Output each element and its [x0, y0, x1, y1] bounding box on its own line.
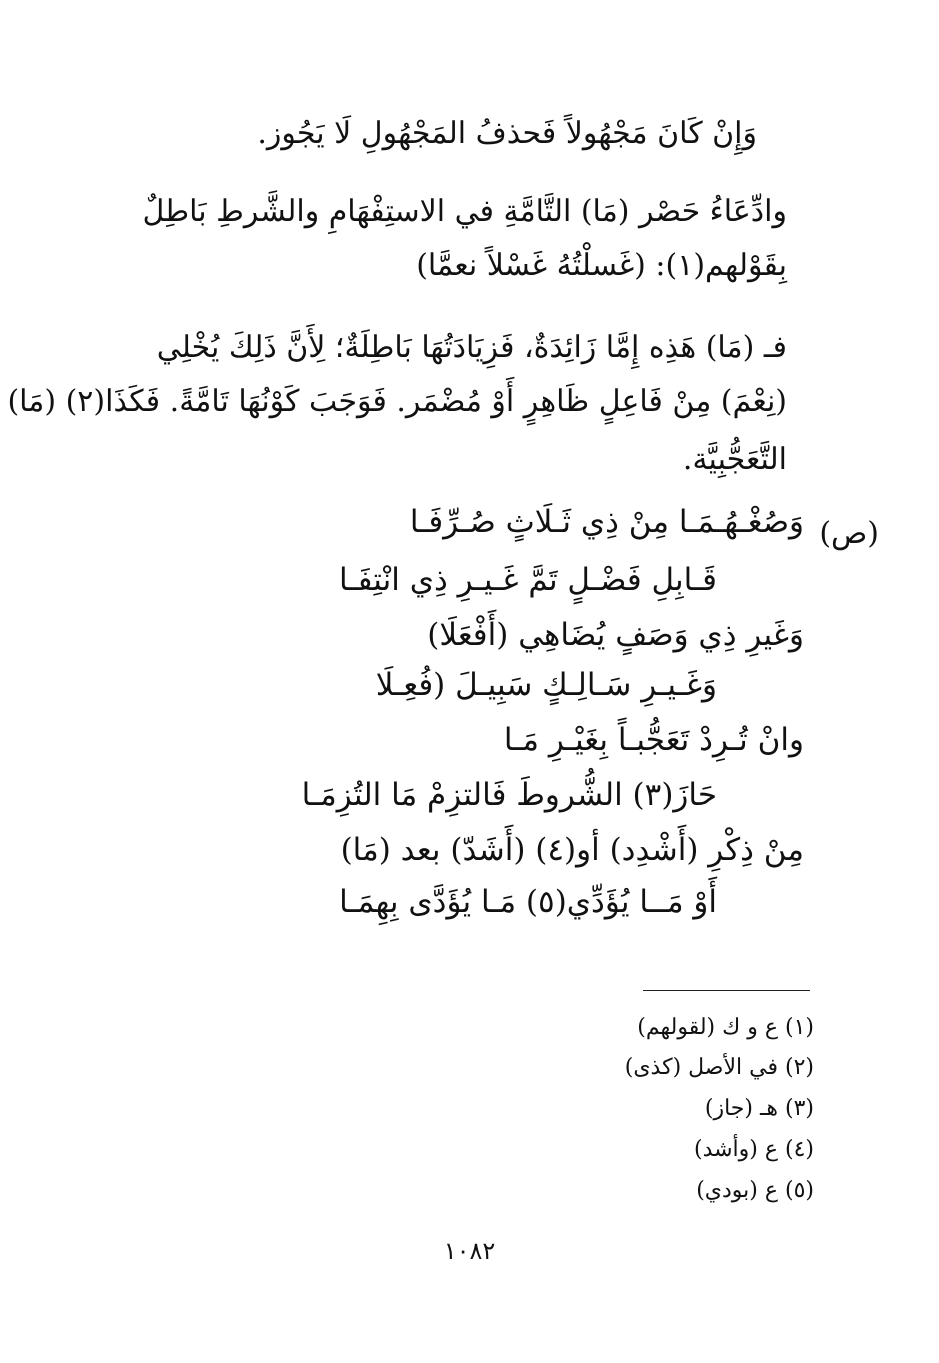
- text-line: وادِّعَاءُ حَصْر (مَا) التَّامَّةِ في الاستِفْهَامِ والشَّرطِ بَاطِلٌ: [142, 194, 787, 229]
- verse-line: وَغَيرِ ذِي وَصَفٍ يُضَاهِي (أَفْعَلَا): [427, 617, 804, 653]
- text-line: التَّعَجُّبِيَّة.: [682, 442, 787, 477]
- text-line: بِقَوْلهم(١): (غَسلْتُهُ غَسْلاً نعمَّا): [416, 248, 787, 283]
- text-line: (نِعْمَ) مِنْ فَاعِلٍ ظَاهِرٍ أَوْ مُضْمَر. فَوَجَبَ كَوْنُهَا تَامَّةً. فَكَذَا(٢) (مَا): [7, 384, 787, 419]
- text-line: وَإِنْ كَانَ مَجْهُولاً فَحذفُ المَجْهُولِ لَا يَجُوز.: [257, 116, 757, 151]
- verse-line: حَازَ(٣) الشُّروطَ فَالتزِمْ مَا التُزِمَـا: [301, 777, 717, 813]
- verse-line: أَوْ مَــا يُؤَدِّي(٥) مَـا يُؤَدَّى بِهِمَـا: [339, 884, 717, 920]
- verse-label: (ص): [819, 516, 879, 551]
- footnote: (٢) في الأصل (كذى): [624, 1055, 814, 1080]
- verse-line: مِنْ ذِكْرِ (أَشْدِد) أو(٤) (أَشَدّ) بعد (مَا): [340, 832, 804, 868]
- verse-line: قَـابِلِ فَضْـلٍ تَمَّ غَـيـرِ ذِي انْتِفَـا: [339, 562, 717, 598]
- page-number: ١٠٨٢: [443, 1237, 496, 1265]
- footnote: (١) ع و ك (لقولهم): [637, 1015, 814, 1040]
- footnote: (٤) ع (وأشد): [693, 1137, 814, 1162]
- footnote: (٣) هـ (جاز): [704, 1096, 814, 1121]
- footnote-divider: [643, 990, 810, 991]
- verse-line: وَغَـيـرِ سَـالِـكٍ سَبِيـلَ (فُعِـلَا: [375, 667, 717, 703]
- verse-line: وَصُغْـهُـمَـا مِنْ ذِي ثَـلَاثٍ صُـرِّفَـا: [409, 504, 804, 540]
- verse-line: وانْ تُـرِدْ تَعَجُّبـاً بِغَيْـرِ مَـا: [503, 722, 804, 758]
- footnote: (٥) ع (بودي): [696, 1178, 814, 1203]
- text-line: فـ (مَا) هَذِه إِمَّا زَائِدَةٌ، فَزِيَادَتُهَا بَاطِلَةٌ؛ لِأَنَّ ذَلِكَ يُخْلِي: [156, 330, 787, 365]
